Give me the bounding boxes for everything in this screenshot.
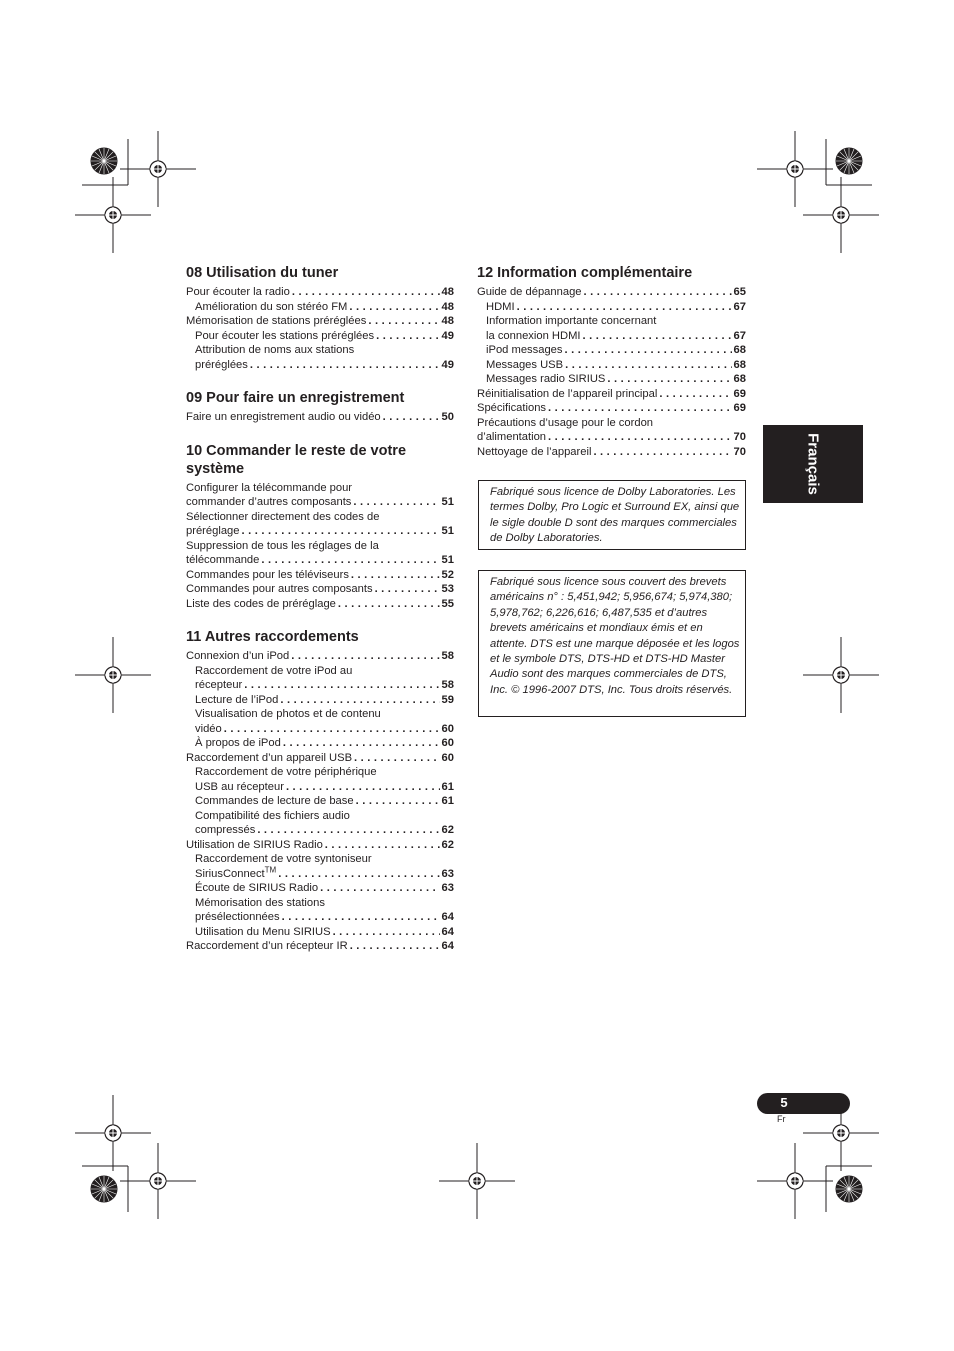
toc-page-number: 48 [441, 286, 454, 298]
toc-entry-label-text: Faire un enregistrement audio ou vidéo [186, 411, 381, 423]
dot-leader [517, 300, 732, 315]
trademark-superscript: TM [264, 864, 277, 874]
toc-entry[interactable] [477, 285, 746, 300]
toc-entry[interactable] [186, 495, 454, 510]
toc-entry[interactable] [186, 410, 454, 425]
toc-page-number: 53 [441, 583, 454, 595]
toc-page-number: 52 [441, 568, 454, 581]
toc-entry-label [186, 582, 373, 597]
toc-entry[interactable] [186, 910, 454, 925]
toc-entry[interactable] [186, 314, 454, 329]
section-title: 08 Utilisation du tuner [186, 265, 339, 281]
toc-entry-label-text: Commandes pour autres composants [186, 583, 373, 595]
toc-entry-label [195, 329, 374, 344]
toc-entry-label-text: Nettoyage de l’appareil [477, 445, 592, 458]
toc-entry-label [186, 553, 259, 568]
dolby-notice [478, 480, 746, 550]
toc-entry-label-text: HDMI [486, 300, 515, 313]
toc-entry[interactable] [186, 881, 454, 896]
toc-entry-label-text: Messages radio SIRIUS [486, 373, 606, 385]
dot-leader [607, 372, 731, 387]
crosshair-icon [75, 637, 151, 713]
toc-page-number: 64 [441, 911, 454, 923]
toc-entry[interactable] [186, 678, 454, 693]
toc-column-right [477, 264, 746, 476]
dot-leader [375, 582, 440, 597]
dot-leader [583, 329, 732, 344]
toc-entry-label-text: Connexion d’un iPod [186, 650, 290, 662]
toc-page-number: 60 [441, 751, 454, 764]
dot-leader [261, 553, 439, 568]
toc-entry-text: Visualisation de photos et de contenu [195, 708, 381, 720]
toc-entry[interactable] [186, 649, 454, 664]
toc-entry-label [195, 780, 284, 795]
toc-entry-label [477, 285, 582, 300]
toc-entry-label [477, 401, 546, 416]
toc-page-number: 68 [733, 344, 746, 356]
toc-entry-text: Configurer la télécommande pour [186, 481, 353, 494]
toc-column-left [186, 264, 454, 971]
toc-entry-label [195, 823, 255, 838]
dot-leader [349, 300, 439, 315]
toc-entry-label [195, 678, 242, 693]
toc-entry-label [186, 314, 366, 329]
dot-leader [659, 387, 731, 402]
toc-entry-label-text: vidéo [195, 722, 222, 735]
toc-entry[interactable] [186, 864, 454, 882]
toc-entry-label-text: préréglage [186, 525, 240, 537]
toc-page-number: 64 [441, 925, 454, 938]
star-mark-icon [91, 1176, 117, 1202]
dot-leader [350, 939, 440, 954]
toc-page-number: 67 [733, 300, 746, 313]
toc-entry-label [186, 597, 336, 612]
toc-page-number: 68 [733, 358, 746, 371]
toc-entry[interactable] [186, 568, 454, 583]
toc-entry-text: Suppression de tous les réglages de la [186, 539, 379, 552]
toc-page-number: 58 [441, 650, 454, 662]
toc-entry[interactable] [186, 722, 454, 737]
crosshair-icon [439, 1143, 515, 1219]
dot-leader [242, 524, 440, 539]
dolby-notice-text: Fabriqué sous licence de Dolby Laboratories. Les termes Dolby, Pro Logic et Surround EX, ainsi que le sigle double D sont des marques commerciales de Dolby Laboratories. [490, 486, 740, 545]
page-language-code: Fr [777, 1114, 786, 1124]
toc-entry-label-text: Amélioration du son stéréo FM [195, 300, 348, 313]
toc-entry-label-text: Raccordement d’un récepteur IR [186, 940, 348, 952]
toc-entry-text: Raccordement de votre iPod au [195, 664, 353, 677]
toc-page-number: 55 [441, 597, 454, 610]
crosshair-icon [120, 131, 196, 207]
toc-entry[interactable] [186, 838, 454, 853]
crosshair-icon [75, 1095, 151, 1171]
toc-entry-label-text: présélectionnées [195, 911, 280, 923]
toc-entry[interactable] [186, 285, 454, 300]
dot-leader [286, 780, 440, 795]
toc-entry-label-text: Mémorisation de stations préréglées [186, 315, 367, 327]
toc-entry[interactable] [186, 597, 454, 612]
toc-entry-label [186, 751, 352, 766]
toc-page-number: 67 [733, 329, 746, 342]
dot-leader [383, 410, 440, 425]
toc-page-number: 48 [441, 300, 454, 313]
dot-leader [548, 430, 732, 445]
toc-entry-label [195, 736, 281, 751]
toc-page-number: 68 [733, 373, 746, 385]
toc-page-number: 51 [441, 525, 454, 537]
toc-entry-text: Raccordement de votre syntoniseur [195, 853, 372, 865]
toc-page-number: 63 [441, 882, 454, 894]
toc-page-number: 60 [441, 737, 454, 749]
toc-entry-label [195, 925, 331, 940]
toc-entry-label [186, 285, 290, 300]
dot-leader [320, 881, 439, 896]
toc-entry[interactable] [186, 693, 454, 708]
toc-page-number: 62 [441, 838, 454, 851]
toc-entry-label [486, 343, 563, 358]
toc-entry-label-text: Messages USB [486, 358, 564, 371]
star-mark-icon [91, 148, 117, 174]
toc-entry-label-text: Lecture de l’iPod [195, 693, 279, 706]
dot-leader [333, 925, 440, 940]
toc-page-number: 62 [441, 824, 454, 836]
section-title: 12 Information complémentaire [477, 265, 693, 281]
crosshair-icon [120, 1143, 196, 1219]
dot-leader [354, 751, 440, 766]
toc-entry-label [186, 410, 381, 425]
dot-leader [353, 495, 439, 510]
dot-leader [368, 314, 439, 329]
toc-entry-label [186, 495, 351, 510]
toc-entry-text: Sélectionner directement des codes de [186, 510, 380, 523]
toc-entry-text: Compatibilité des fichiers audio [195, 809, 350, 822]
toc-entry-label-text: d’alimentation [477, 431, 547, 443]
dts-notice [478, 570, 746, 717]
toc-page-number: 63 [441, 867, 454, 880]
toc-page-number: 60 [441, 722, 454, 735]
toc-page-number: 69 [733, 402, 746, 414]
toc-entry-label [486, 300, 515, 315]
toc-entry[interactable] [186, 925, 454, 940]
toc-entry[interactable] [186, 358, 454, 373]
toc-page-number: 58 [441, 679, 454, 691]
toc-entry-label-text: À propos de iPod [195, 737, 281, 749]
toc-entry-label-text: compressés [195, 824, 256, 836]
dot-leader [593, 445, 731, 460]
toc-entry-label-text: Liste des codes de préréglage [186, 597, 336, 610]
toc-entry-label-text: USB au récepteur [195, 780, 284, 793]
dot-leader [565, 358, 731, 373]
toc-entry-label [486, 372, 605, 387]
dot-leader [292, 285, 440, 300]
toc-entry[interactable] [477, 445, 746, 460]
dot-leader [325, 838, 440, 853]
toc-entry-label [186, 939, 348, 954]
dot-leader [565, 343, 732, 358]
toc-entry-label [195, 910, 280, 925]
toc-entry-label [186, 649, 289, 664]
toc-entry-label-text: Guide de dépannage [477, 286, 582, 298]
toc-entry-label [195, 864, 277, 882]
toc-entry-label-text: récepteur [195, 679, 243, 691]
toc-entry-label [195, 693, 278, 708]
toc-entry-label [186, 838, 323, 853]
toc-entry[interactable] [186, 939, 454, 954]
dot-leader [291, 649, 439, 664]
section-title: 11 Autres raccordements [186, 629, 359, 645]
toc-section [186, 264, 454, 372]
toc-section [186, 389, 454, 425]
toc-page-number: 61 [441, 780, 454, 793]
dot-leader [224, 722, 440, 737]
toc-entry-label-text: Raccordement d’un appareil USB [186, 751, 353, 764]
page-number: 5 [780, 1095, 788, 1110]
crosshair-icon [803, 177, 879, 253]
dot-leader [244, 678, 439, 693]
toc-entry[interactable] [186, 553, 454, 568]
toc-entry-label-text: Pour écouter la radio [186, 286, 290, 298]
toc-entry-label [186, 524, 240, 539]
language-tab [763, 425, 863, 503]
toc-entry[interactable] [477, 300, 746, 315]
dot-leader [338, 597, 440, 612]
toc-entry-label-text: la connexion HDMI [486, 329, 581, 342]
dot-leader [584, 285, 732, 300]
toc-entry-label [486, 329, 581, 344]
dts-notice-text: Fabriqué sous licence sous couvert des brevets américains n° : 5,451,942; 5,956,674; 5,974,380; 5,978,762; 6,226,616; 6,487,535 et d’autres brevets américains et mondiaux émis et en attente. DTS est une marque déposée et les logos et le symbole DTS, DTS-HD et DTS-HD Master Audio sont des marques commerciales de DTS, Inc. © 1996-2007 DTS, Inc. Tous droits réservés. [490, 576, 740, 696]
toc-entry-label-text: Commandes de lecture de base [195, 795, 354, 807]
toc-page-number: 64 [441, 940, 454, 952]
section-title: 09 Pour faire un enregistrement [186, 390, 405, 406]
toc-entry-label-text: préréglées [195, 358, 248, 371]
language-tab-label: Français [804, 433, 822, 495]
dot-leader [257, 823, 439, 838]
crosshair-icon [757, 131, 833, 207]
toc-entry[interactable] [186, 823, 454, 838]
dot-leader [280, 693, 439, 708]
toc-page-number: 69 [733, 387, 746, 400]
section-title: 10 Commander le reste de votre système [186, 442, 407, 477]
toc-entry-label-text: Commandes pour les téléviseurs [186, 568, 349, 581]
toc-page-number: 51 [441, 496, 454, 508]
toc-entry-label-text: iPod messages [486, 344, 563, 356]
toc-entry-label-text: Spécifications [477, 402, 547, 414]
toc-entry-label [195, 300, 347, 315]
crosshair-icon [803, 637, 879, 713]
toc-entry-label-text: Utilisation de SIRIUS Radio [186, 838, 323, 851]
star-mark-icon [836, 148, 862, 174]
toc-entry[interactable] [477, 343, 746, 358]
toc-entry-label [186, 568, 349, 583]
toc-entry-label [195, 358, 248, 373]
toc-page-number: 48 [441, 315, 454, 327]
toc-entry[interactable] [477, 430, 746, 445]
toc-entry[interactable] [186, 524, 454, 539]
toc-entry-text: Précautions d’usage pour le cordon [477, 416, 654, 429]
dot-leader [283, 736, 440, 751]
toc-entry[interactable] [477, 358, 746, 373]
toc-page-number: 61 [441, 795, 454, 807]
toc-entry[interactable] [186, 780, 454, 795]
dot-leader [548, 401, 732, 416]
toc-section [186, 628, 454, 954]
toc-entry-label [195, 794, 354, 809]
toc-page-number: 50 [441, 411, 454, 423]
toc-page-number: 49 [441, 358, 454, 371]
toc-entry-text: Mémorisation des stations [195, 896, 325, 909]
toc-entry[interactable] [477, 401, 746, 416]
toc-entry-label-text: Écoute de SIRIUS Radio [195, 882, 319, 894]
toc-page-number: 70 [733, 445, 746, 458]
dot-leader [250, 358, 440, 373]
toc-entry-text: Raccordement de votre périphérique [195, 766, 377, 778]
toc-entry-label-text: Réinitialisation de l’appareil principal [477, 387, 658, 400]
star-mark-icon [836, 1176, 862, 1202]
toc-entry[interactable] [186, 794, 454, 809]
toc-entry-label [477, 387, 657, 402]
toc-entry[interactable] [186, 300, 454, 315]
toc-entry-label-text: commander d’autres composants [186, 496, 352, 508]
toc-entry[interactable] [477, 387, 746, 402]
toc-section [186, 442, 454, 612]
toc-entry-text: Attribution de noms aux stations [195, 344, 355, 356]
toc-entry-label [195, 881, 318, 896]
dot-leader [278, 867, 439, 882]
toc-page-number: 65 [733, 286, 746, 298]
toc-entry[interactable] [186, 329, 454, 344]
toc-page-number: 51 [441, 554, 454, 566]
toc-entry[interactable] [186, 582, 454, 597]
toc-entry[interactable] [477, 329, 746, 344]
toc-entry[interactable] [477, 372, 746, 387]
toc-entry-label-text: SiriusConnect [195, 867, 265, 880]
crosshair-icon [757, 1143, 833, 1219]
dot-leader [376, 329, 439, 344]
toc-entry-label [195, 722, 222, 737]
toc-entry-label [477, 445, 591, 460]
toc-entry-label-text: Utilisation du Menu SIRIUS [195, 925, 331, 938]
toc-entry[interactable] [186, 736, 454, 751]
toc-page-number: 59 [441, 693, 454, 706]
toc-page-number: 70 [733, 431, 746, 443]
toc-page-number: 49 [441, 329, 454, 342]
page-number-badge [757, 1093, 850, 1114]
dot-leader [356, 794, 440, 809]
toc-section [477, 264, 746, 459]
toc-entry[interactable] [186, 751, 454, 766]
toc-entry-label [477, 430, 546, 445]
toc-entry-label-text: Pour écouter les stations préréglées [195, 329, 375, 342]
toc-entry-label [486, 358, 563, 373]
crosshair-icon [75, 177, 151, 253]
toc-entry-label-text: télécommande [186, 554, 260, 566]
dot-leader [351, 568, 440, 583]
dot-leader [282, 910, 440, 925]
toc-entry-text: Information importante concernant [486, 315, 657, 327]
